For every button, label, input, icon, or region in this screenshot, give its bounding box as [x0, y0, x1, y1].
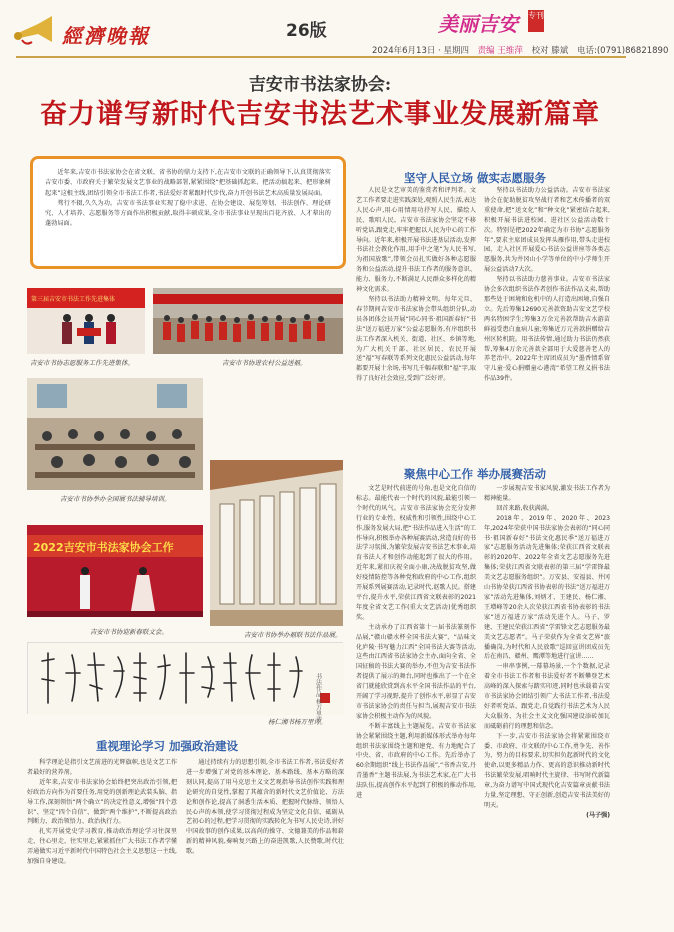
paragraph: 文艺是时代前进的号角,也是文化自信的标志。最能代表一个时代的风貌,最能引领一个时代的风气。吉安市书法家协会充分发挥行业的专业性、权威性和引领性,围绕中心工作,服务发展大局,把“书法作品进入生活”的工作导向,积极举办各种展赛活动,营造良好的书法学习氛围,为繁荣发展吉安书法艺术事业,培育书法人才和创作动能起到了很大的作用。近年来,紧扣庆祝全面小康,决战脱贫攻坚,做好疫情防控等各种党和政府的中心工作,组织开展系列展赛活动,记录时代,讴歌人民。搭建平台,提升水平,荣获江西省文联表彰的2021年度全省文艺工作(重大文艺活动)优秀组织奖。 — [356, 485, 476, 621]
phone-number: 电话:(0791)86821890 — [576, 46, 669, 56]
photo-caption: 吉安市书协迎新春联文会。 — [90, 628, 168, 636]
paragraph: 通过持续有力的思想引领,全市书法工作者,书法爱好者进一步增强了对党的基本理论、基本路线、基本方略的深刻认同,提高了用马克思主义文艺观指导书法创作实践和理论研究的自觉性,掌握了其蕴含的新时代文艺价值论、方法论和创作论,提高了洞悉生活本质、把握时代脉络、领悟人民心声的本领,使学习贯彻过程成为坚定文化自信、砥砺从艺初心的过程,把学习贯彻的实践转化为书写人民史诗,讲好中国故事的创作成果,以高尚的操守、文德兼美的作品和崭新的精神风貌,奏响复兴路上的奋进凯歌,人民赞歌,时代壮歌。 — [186, 759, 344, 856]
photo-caption: 吉安市书协举办福联书法作品展。 — [244, 631, 342, 639]
text-column — [484, 484, 610, 928]
photo-caption: 吉安市书协进农村公益送福。 — [222, 359, 307, 367]
editor-credit: 责编 王维萍 — [477, 46, 523, 56]
masthead-rule — [16, 56, 626, 58]
photo-caption: 吉安市书协志愿服务工作先进集体。 — [30, 359, 134, 367]
photo-caption: 吉安市书协举办全国展书法辅导培训。 — [60, 495, 171, 503]
paragraph: 扎实开展党史学习教育,推动政治理论学习往深里走、往心里走、往实里走,紧紧抓住广大书法工作者学懂弄通做实习近平新时代中国特色社会主义思想这一主线,加强自身建设。 — [27, 828, 177, 866]
paragraph: 坚持以书法助力公益活动。吉安市书法家协会在促助脱贫攻坚战行者和艺术传播者的双重使命,把“送文化”和“种文化”紧密结合起来,积极开展书法进校园、进社区公益活动数十次。特别是把2022年确定为市书协“志愿服务年”,要求主席团成员发挥头雁作用,带头走进校园、走入社区开展爱心书法公益讲座等各类志愿服务,共为井冈山小学等单位的中小学师生开展公益活动7大次。 — [484, 187, 610, 274]
photo-caption: 杨仁湘书杨万里诗。 — [268, 718, 327, 726]
photo-training — [27, 378, 203, 490]
section-title: 聚焦中心工作 举办展赛活动 — [404, 467, 547, 481]
paragraph: 人民是文艺审美的鉴赏者和评判者。文艺工作者要走进实践深处,观照人民生活,表达人民心声,用心用情用功抒写人民、描绘人民、歌唱人民。吉安市书法家协会坚定不移听党话,跟党走,牢牢把握以人民为中心的工作导向。近年来,积极开展书法进基层活动,发挥书法社会教化作用,用手中之笔“为人民书写,为祖国放歌”,带领会员扎实做好各种志愿服务和公益活动,提升书法工作者的服务意识、能力、服务力,不断满足人民群众多样化的精神文化需求。 — [356, 187, 476, 294]
text-column — [186, 758, 344, 928]
page-number: 26版 — [286, 21, 327, 41]
paragraph: 坚持以书法助力精神文明。每年元旦、春节期间吉安市书法家协会带头组织分队,动员各团体会员开展“同心同书·祖国新春好”书法“送万福进万家”公益志愿服务,有序组织书法工作者深入机关、街道、社区、乡镇等地,为广大机关干部、社区居民、农民开展送“福”写春联等系列文化惠民公益活动,每年都要开展十余场,书写几千幅春联和“福”字,取得了良好社会效应,受到广泛好评。 — [356, 295, 476, 383]
section-title: 坚守人民立场 做实志愿服务 — [404, 171, 547, 185]
intro-paragraph: 近年来,吉安市书法家协会在省文联、省书协的鼎力支持下,在吉安市文联的正确领导下,认真贯彻落实吉安市委、市政府关于繁荣发展文艺事业的战略部署,紧紧围绕“把基础抓起来、把活动搞起来、把形象树起来”这根主线,团结引领全市书法工作者,书法爱好者紧跟时代步伐,奋力开创书法艺术高质量发展局面。 — [45, 169, 331, 197]
newspaper-logo-text: 經濟晚報 — [62, 24, 150, 48]
photo-rural-service — [153, 288, 343, 354]
paragraph: 一串串事例,一幕幕场景,一个个数据,记录着全市书法工作者和书法爱好者不断攀登艺术高峰的深入探索与踏实印迹,同时也承载着吉安市书法家协会团结引领广大书法工作者,书法爱好者听党话、跟党走,自觉践行书法艺术为人民大众服务、为社会主义文化强国建设添砖加瓦而砥砺前行的理想和信念。 — [484, 663, 610, 730]
trumpet-icon — [12, 12, 56, 48]
newspaper-logo — [12, 12, 202, 52]
paragraph: 2018年、2019年、2020年、2023年,2024年荣获中国书法家协会表彰的“同心同书·祖国新春好”书法文化惠民季“送万福进万家”志愿服务活动先进集体;荣获江西省文联表彰的2020年、2022年全省文艺志愿服务先进集体;荣获江西省文联表彰的第三届“学雷锋最美文艺志愿服务组织”。万安县、安福县、井冈山书协荣获江西省书协表彰的书法“送万福进万家”活动先进集体,刘炳才、王建民、杨仁湘、王增峰等20余人次荣获江西省书协表彰的书法家“送万福进万家”活动先进个人。马子、罗建、王建民荣获江西省“学雷锋文艺志愿服务最美文艺志愿者”。马子荣获作为全省文艺界“旅播确岗,为时代和人民放歌”巡回宣讲团成员先后在南昌、赣州、鹰潭等地进行宣讲…… — [484, 514, 610, 661]
text-column — [356, 484, 476, 928]
text-column — [27, 758, 177, 928]
paragraph: 一步展现吉安书家风貌,激发书法工作者为精神能量。 — [484, 485, 610, 502]
paragraph: 科学理论是指引文艺前进的光辉旗帜,也是文艺工作者最好的营养剂。 — [27, 759, 177, 776]
photo-exhibition — [210, 460, 343, 626]
intro-paragraph: 骛行不辍,久久为功。吉安市书法事业实现了稳中求进、在协会建设、展览筹划、书法创作、理论研究、人才培养、志愿服务等方面作出积极贡献,取得丰硕成果,全市书法事业呈现出百花齐放、人才辈出的蓬勃局面。 — [45, 199, 331, 228]
intro-box — [30, 156, 346, 269]
article-headline: 奋力谱写新时代吉安书法艺术事业发展新篇章 — [40, 99, 600, 130]
calligraphy-signature: 书法作品 杨万里诗 — [314, 673, 322, 723]
photo-banner-text: 2022吉安市书法家协会工作 — [33, 541, 174, 554]
proof-credit: 校对 滕斌 — [531, 46, 569, 56]
supplement-tag: 专刊 — [528, 10, 544, 32]
paragraph: 不断丰富线上主题展览。吉安市书法家协会紧紧围绕主题,利用新媒体形式举办每年组织书法家围绕主题和建党、有力地配合了中央、省、市政府的中心工作。先后举办了60余期组织“线上书法作品展”,“书香吉安,丹青墨香”主题书法展,为书法艺术家,在广大书法队伍,提高创作水平起到了积极的推动作用,进 — [356, 722, 476, 800]
article-kicker: 吉安市书法家协会: — [248, 75, 392, 95]
paragraph: 主动承办了江西省第十一届书法篆刻作品展,“赣山赣水杯全国书法大赛”、“品味文化庐陵·书写魅力江西”全国书法大赛等活动,这些由江西省书法家协会主办,面向全省、全国征稿的书法大赛的举办,不但为吉安书法作者提供了展示的舞台,同时也推出了一个在全省门就能欣赏到高水平全国书法作品的平台,开阔了学习视野,提升了创作水平,彰显了吉安市书法家协会的责任与担当,展现吉安市书法家协会积极主动作为的风貌。 — [356, 623, 476, 720]
paragraph: 回首来路,收获满满。 — [496, 504, 553, 512]
author-byline: (马子强) — [586, 811, 610, 819]
dateline — [372, 44, 674, 56]
text-column — [356, 186, 476, 454]
paragraph: 近年来,吉安市书法家协会始终把突出政治引领,把好政治方向作为首要任务,用党的创新理论武装头脑、指导工作,深刻领悟“两个确立”的决定性意义,增强“四个意识”、坚定“四个自信”、做到“两个维护”,不断提高政治判断力、政治领悟力、政治执行力。 — [27, 778, 177, 826]
photo-spring-festival — [27, 525, 203, 617]
issue-date: 2024年6月13日 · 星期四 — [372, 46, 469, 56]
text-column — [484, 186, 610, 454]
photo-banner-text: 第三届吉安市书法工作先进集体 — [31, 296, 116, 303]
masthead — [0, 0, 669, 58]
photo-volunteer-award — [27, 288, 145, 354]
paragraph: 坚持以书法助力慈善事业。吉安市书法家协会多次组织书法作者创作书法作品义卖,帮助那些处于困境和危机中的人打造出困境,自强自立。先后筹集12690元善款资助吉安文艺学校两名特困学生;筹集3万余元善款帮助吉水游苗鲜福受患白血病儿童;筹集近万元善款捐赠给吉州区转机院。用书法传情,通过助力书法仍然获帮,筹集4万余元善款全部用于大爱慈善老人的养老治中。2022年主席团成员为“墨香情系留守儿童·爱心捐赠童心港湾”希望工程义捐书法作品39件。 — [484, 276, 610, 383]
supplement-logo: 美丽吉安 — [438, 12, 518, 36]
paragraph: 下一步,吉安市书法家协会将紧紧围绕市委、市政府、市文联的中心工作,勇争先、善作为、努力的目标要求,切实担负起新时代的文化使命,以更多精品力作、更高的意识推动新时代书法繁荣发展,唱响时代主旋律、书写时代新篇章,为奋力谱写中国式现代化吉安篇章贡献书法力量,坚定理想、守正创新,创造吉安书法美好的明天。 — [484, 732, 610, 809]
section-title: 重视理论学习 加强政治建设 — [96, 739, 239, 753]
